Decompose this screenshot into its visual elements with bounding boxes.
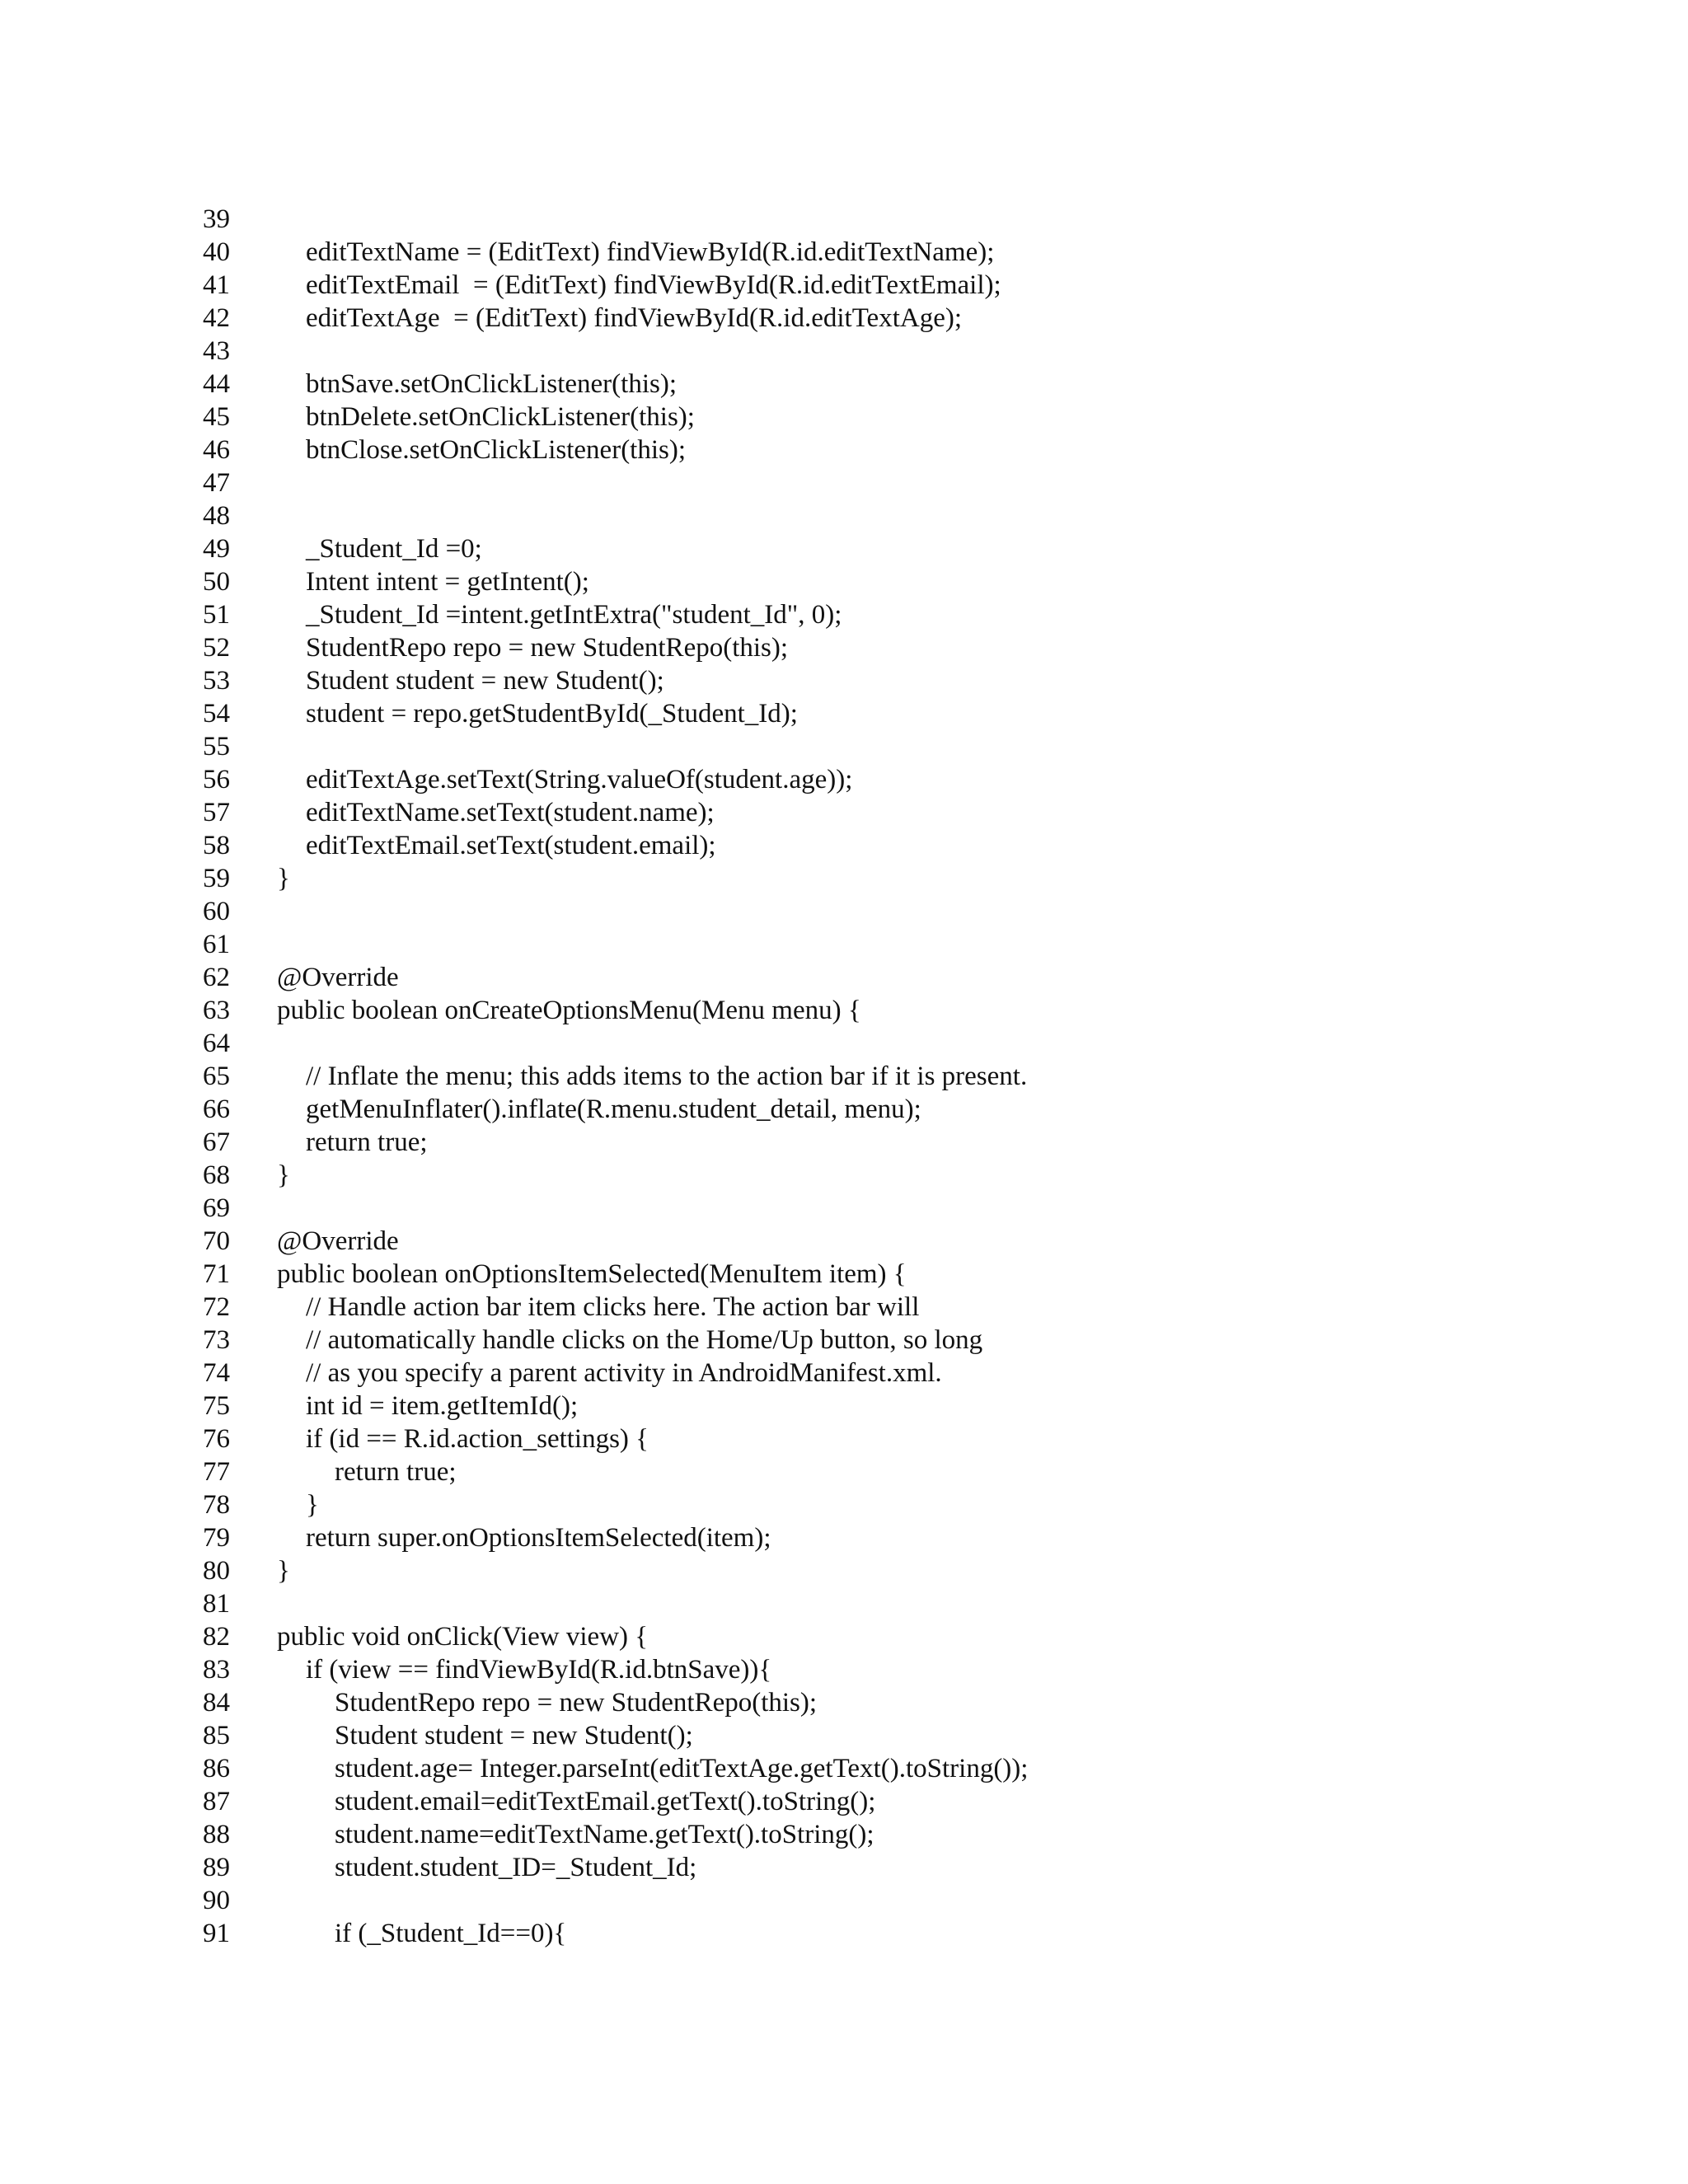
line-number: 80 — [203, 1556, 230, 1586]
code-text: public boolean onOptionsItemSelected(MenuItem item) { — [277, 1259, 907, 1289]
code-line — [0, 895, 1688, 928]
line-number: 89 — [203, 1853, 230, 1882]
code-text: Student student = new Student(); — [306, 666, 664, 696]
code-line — [0, 829, 1688, 862]
code-line — [0, 1455, 1688, 1488]
code-text: } — [277, 864, 290, 893]
code-line — [0, 1126, 1688, 1159]
code-line — [0, 631, 1688, 664]
line-number: 52 — [203, 633, 230, 663]
line-number: 73 — [203, 1325, 230, 1355]
code-line — [0, 1521, 1688, 1554]
code-text: public void onClick(View view) { — [277, 1622, 649, 1652]
line-number: 69 — [203, 1193, 230, 1223]
code-line — [0, 466, 1688, 499]
code-text: editTextName.setText(student.name); — [306, 798, 715, 827]
code-text: // automatically handle clicks on the Home/Up button, so long — [306, 1325, 983, 1355]
line-number: 67 — [203, 1127, 230, 1157]
line-number: 65 — [203, 1062, 230, 1091]
line-number: 58 — [203, 831, 230, 860]
code-text: // Handle action bar item clicks here. The action bar will — [306, 1292, 920, 1322]
code-text: } — [277, 1556, 290, 1586]
line-number: 79 — [203, 1523, 230, 1553]
code-text: btnClose.setOnClickListener(this); — [306, 435, 687, 465]
code-line — [0, 1291, 1688, 1324]
line-number: 49 — [203, 534, 230, 564]
line-number: 84 — [203, 1688, 230, 1718]
code-line — [0, 763, 1688, 796]
line-number: 70 — [203, 1226, 230, 1256]
code-text: btnSave.setOnClickListener(this); — [306, 369, 677, 399]
code-text: StudentRepo repo = new StudentRepo(this); — [335, 1688, 818, 1718]
line-number: 54 — [203, 699, 230, 729]
code-text: @Override — [277, 1226, 399, 1256]
line-number: 83 — [203, 1655, 230, 1685]
line-number: 55 — [203, 732, 230, 762]
code-text: editTextAge.setText(String.valueOf(student.age)); — [306, 765, 853, 794]
code-text: public boolean onCreateOptionsMenu(Menu menu) { — [277, 996, 861, 1025]
line-number: 85 — [203, 1721, 230, 1750]
code-text: @Override — [277, 963, 399, 992]
line-number: 57 — [203, 798, 230, 827]
code-line — [0, 1192, 1688, 1225]
code-text: student.email=editTextEmail.getText().toString(); — [335, 1787, 876, 1816]
code-text: student.name=editTextName.getText().toString(); — [335, 1820, 874, 1849]
code-line — [0, 1357, 1688, 1390]
code-line — [0, 1093, 1688, 1126]
line-number: 72 — [203, 1292, 230, 1322]
code-line — [0, 1653, 1688, 1686]
code-text: return super.onOptionsItemSelected(item); — [306, 1523, 771, 1553]
line-number: 51 — [203, 600, 230, 630]
code-listing — [0, 203, 1688, 1950]
code-text: _Student_Id =intent.getIntExtra("student_Id", 0); — [306, 600, 842, 630]
code-text: student.student_ID=_Student_Id; — [335, 1853, 697, 1882]
line-number: 66 — [203, 1094, 230, 1124]
code-text: getMenuInflater().inflate(R.menu.student_detail, menu); — [306, 1094, 921, 1124]
line-number: 39 — [203, 204, 230, 234]
code-text: } — [306, 1490, 319, 1520]
line-number: 82 — [203, 1622, 230, 1652]
line-number: 87 — [203, 1787, 230, 1816]
code-text: // as you specify a parent activity in AndroidManifest.xml. — [306, 1358, 942, 1388]
code-line — [0, 730, 1688, 763]
code-line — [0, 1390, 1688, 1422]
code-line — [0, 434, 1688, 466]
line-number: 74 — [203, 1358, 230, 1388]
line-number: 63 — [203, 996, 230, 1025]
line-number: 53 — [203, 666, 230, 696]
line-number: 62 — [203, 963, 230, 992]
line-number: 61 — [203, 930, 230, 959]
code-text: if (view == findViewById(R.id.btnSave)){ — [306, 1655, 772, 1685]
line-number: 77 — [203, 1457, 230, 1487]
code-line — [0, 401, 1688, 434]
code-text: Student student = new Student(); — [335, 1721, 693, 1750]
code-line — [0, 532, 1688, 565]
code-line — [0, 368, 1688, 401]
line-number: 42 — [203, 303, 230, 333]
code-text: student.age= Integer.parseInt(editTextAge.getText().toString()); — [335, 1754, 1029, 1783]
code-line — [0, 1422, 1688, 1455]
code-line — [0, 1719, 1688, 1752]
code-line — [0, 1917, 1688, 1950]
code-line — [0, 1587, 1688, 1620]
code-line — [0, 1258, 1688, 1291]
code-line — [0, 1554, 1688, 1587]
line-number: 50 — [203, 567, 230, 597]
code-line — [0, 1324, 1688, 1357]
code-line — [0, 1620, 1688, 1653]
line-number: 88 — [203, 1820, 230, 1849]
code-text: return true; — [335, 1457, 457, 1487]
code-line — [0, 499, 1688, 532]
line-number: 48 — [203, 501, 230, 531]
code-text: editTextAge = (EditText) findViewById(R.id.editTextAge); — [306, 303, 962, 333]
code-text: btnDelete.setOnClickListener(this); — [306, 402, 695, 432]
code-text: int id = item.getItemId(); — [306, 1391, 579, 1421]
line-number: 75 — [203, 1391, 230, 1421]
line-number: 56 — [203, 765, 230, 794]
code-line — [0, 302, 1688, 335]
code-text: editTextName = (EditText) findViewById(R.id.editTextName); — [306, 237, 995, 267]
code-text: if (id == R.id.action_settings) { — [306, 1424, 649, 1454]
code-line — [0, 1818, 1688, 1851]
code-text: editTextEmail.setText(student.email); — [306, 831, 716, 860]
code-line — [0, 203, 1688, 236]
line-number: 90 — [203, 1886, 230, 1915]
line-number: 43 — [203, 336, 230, 366]
line-number: 71 — [203, 1259, 230, 1289]
code-line — [0, 598, 1688, 631]
code-line — [0, 1225, 1688, 1258]
line-number: 47 — [203, 468, 230, 498]
line-number: 86 — [203, 1754, 230, 1783]
code-line — [0, 335, 1688, 368]
line-number: 64 — [203, 1029, 230, 1058]
code-text: _Student_Id =0; — [306, 534, 482, 564]
code-line — [0, 269, 1688, 302]
code-line — [0, 1785, 1688, 1818]
line-number: 45 — [203, 402, 230, 432]
code-line — [0, 1159, 1688, 1192]
code-line — [0, 664, 1688, 697]
code-line — [0, 928, 1688, 961]
line-number: 40 — [203, 237, 230, 267]
code-line — [0, 961, 1688, 994]
code-line — [0, 1027, 1688, 1060]
line-number: 59 — [203, 864, 230, 893]
code-line — [0, 862, 1688, 895]
code-line — [0, 994, 1688, 1027]
line-number: 76 — [203, 1424, 230, 1454]
line-number: 46 — [203, 435, 230, 465]
code-text: if (_Student_Id==0){ — [335, 1919, 567, 1948]
line-number: 68 — [203, 1160, 230, 1190]
code-line — [0, 1686, 1688, 1719]
code-text: StudentRepo repo = new StudentRepo(this); — [306, 633, 789, 663]
code-line — [0, 236, 1688, 269]
code-line — [0, 1884, 1688, 1917]
code-text: return true; — [306, 1127, 428, 1157]
line-number: 91 — [203, 1919, 230, 1948]
line-number: 60 — [203, 897, 230, 926]
line-number: 44 — [203, 369, 230, 399]
code-line — [0, 1752, 1688, 1785]
code-text: Intent intent = getIntent(); — [306, 567, 589, 597]
code-line — [0, 1488, 1688, 1521]
line-number: 81 — [203, 1589, 230, 1619]
code-text: editTextEmail = (EditText) findViewById(R.id.editTextEmail); — [306, 270, 1001, 300]
code-line — [0, 697, 1688, 730]
code-line — [0, 796, 1688, 829]
line-number: 78 — [203, 1490, 230, 1520]
code-line — [0, 1060, 1688, 1093]
code-text: student = repo.getStudentById(_Student_Id); — [306, 699, 798, 729]
code-line — [0, 565, 1688, 598]
code-text: } — [277, 1160, 290, 1190]
code-text: // Inflate the menu; this adds items to the action bar if it is present. — [306, 1062, 1028, 1091]
line-number: 41 — [203, 270, 230, 300]
code-line — [0, 1851, 1688, 1884]
